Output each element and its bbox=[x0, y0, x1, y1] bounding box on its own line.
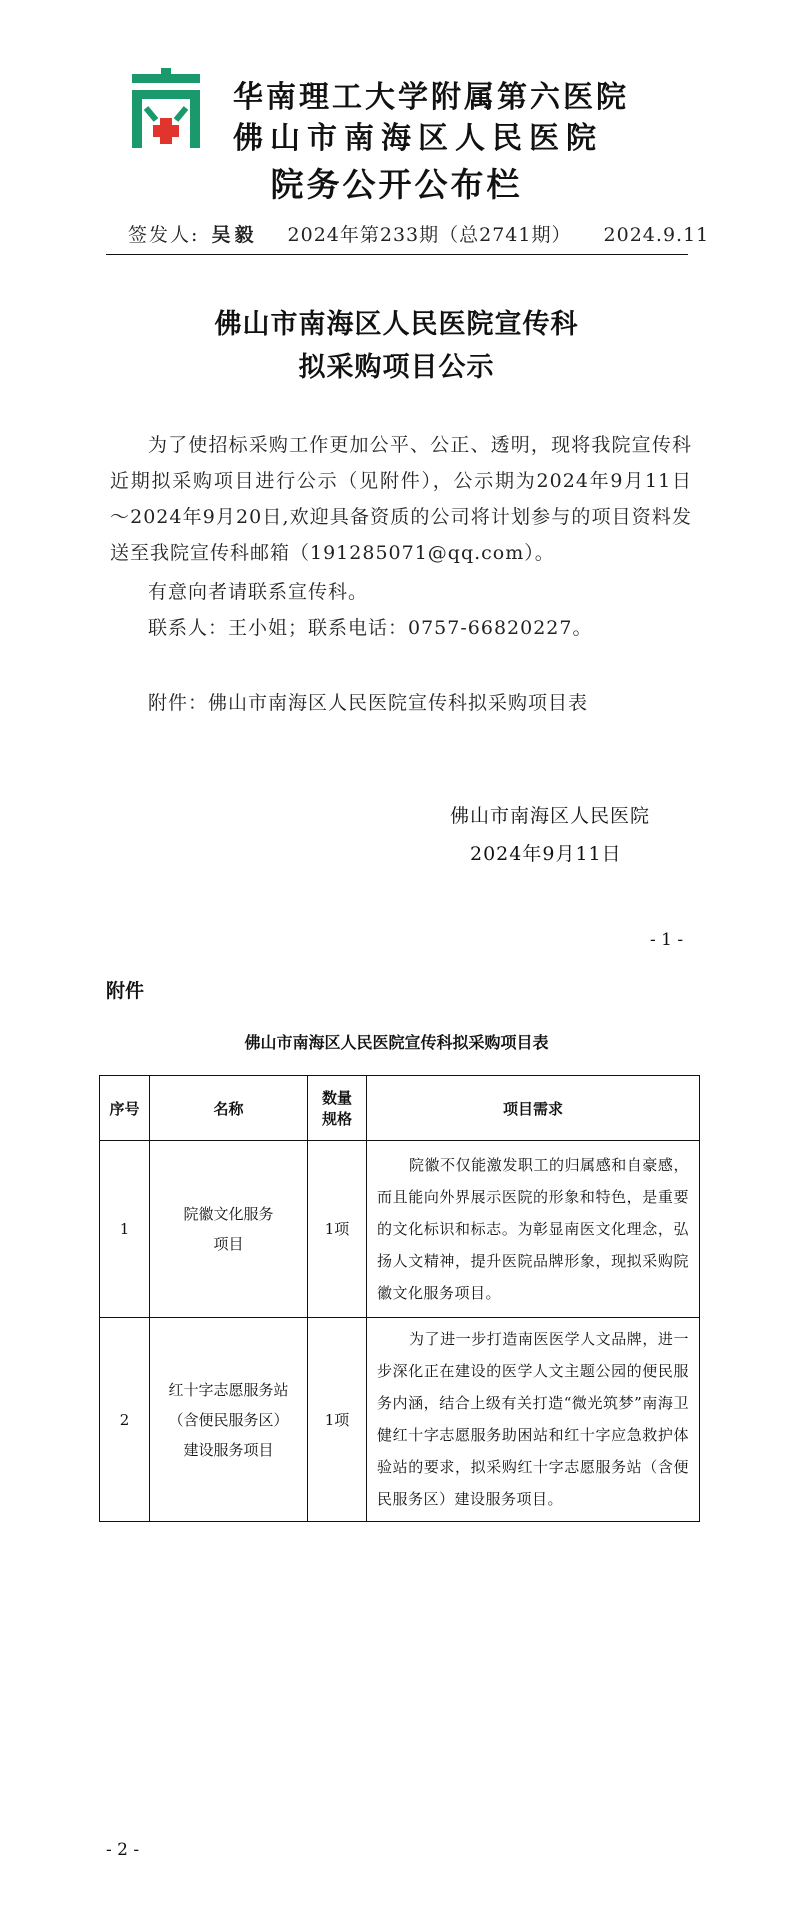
row-name-line: 院徽文化服务 bbox=[183, 1205, 274, 1223]
issue-date: 2024.9.11 bbox=[603, 224, 710, 246]
row-name-line: （含便民服务区） bbox=[168, 1410, 289, 1429]
issue-meta bbox=[128, 220, 709, 247]
table-title: 佛山市南海区人民医院宣传科拟采购项目表 bbox=[244, 1033, 549, 1052]
hospital-name-line1: 华南理工大学附属第六医院 bbox=[233, 80, 629, 115]
row-name-line: 建设服务项目 bbox=[183, 1440, 274, 1459]
notice-title-line2: 拟采购项目公示 bbox=[298, 352, 495, 383]
col-header-name: 名称 bbox=[150, 1076, 308, 1141]
table-header-row bbox=[100, 1076, 700, 1141]
row-requirement: 为了进一步打造南医医学人文品牌，进一步深化正在建设的医学人文主题公园的便民服务内涵，结合上级有关打造“微光筑梦”南海卫健红十字志愿服务助困站和红十字应急救护体验站的要求，拟采购红十字志愿服务站（含便民服务区）建设服务项目。 bbox=[367, 1318, 700, 1522]
issuer-label: 签发人: bbox=[128, 224, 200, 246]
board-title: 院务公开公布栏 bbox=[270, 165, 523, 204]
hospital-name-line2: 佛山市南海区人民医院 bbox=[233, 121, 603, 156]
row-name-line: 红十字志愿服务站 bbox=[168, 1380, 289, 1399]
contact-intent: 有意向者请联系宣传科。 bbox=[148, 581, 369, 603]
row-name-line: 项目 bbox=[213, 1235, 244, 1253]
page-number-2: - 2 - bbox=[106, 1840, 140, 1860]
attachment-note: 附件：佛山市南海区人民医院宣传科拟采购项目表 bbox=[148, 692, 589, 714]
signature-date: 2024年9月11日 bbox=[470, 843, 622, 865]
row-qty: 1项 bbox=[308, 1141, 367, 1318]
hospital-logo bbox=[126, 68, 206, 148]
issue-number: 2024年第233期（总2741期） bbox=[287, 224, 572, 246]
page-number-1: - 1 - bbox=[650, 930, 684, 950]
contact-info: 联系人：王小姐；联系电话：0757-66820227。 bbox=[148, 617, 593, 639]
row-no: 1 bbox=[100, 1141, 150, 1318]
table-row bbox=[100, 1318, 700, 1522]
attachment-label: 附件 bbox=[106, 980, 145, 1002]
row-no: 2 bbox=[100, 1318, 150, 1522]
notice-title-line1: 佛山市南海区人民医院宣传科 bbox=[214, 309, 579, 340]
row-name bbox=[150, 1318, 308, 1522]
procurement-table bbox=[99, 1075, 700, 1522]
notice-paragraph: 为了使招标采购工作更加公平、公正、透明，现将我院宣传科近期拟采购项目进行公示（见附件），公示期为2024年9月11日～2024年9月20日,欢迎具备资质的公司将计划参与的项目资料发送至我院宣传科邮箱（191285071@qq.com）。 bbox=[110, 434, 692, 564]
signature-organization: 佛山市南海区人民医院 bbox=[450, 805, 651, 827]
col-header-requirement: 项目需求 bbox=[367, 1076, 700, 1141]
row-name bbox=[150, 1141, 308, 1318]
col-header-no: 序号 bbox=[100, 1076, 150, 1141]
row-requirement: 院徽不仅能激发职工的归属感和自豪感，而且能向外界展示医院的形象和特色，是重要的文化标识和标志。为彰显南医文化理念，弘扬人文精神，提升医院品牌形象，现拟采购院徽文化服务项目。 bbox=[367, 1141, 700, 1318]
header-divider bbox=[106, 254, 688, 255]
col-header-qty bbox=[308, 1076, 367, 1141]
col-header-qty-text: 数量 规格 bbox=[321, 1089, 352, 1128]
issuer-name: 吴毅 bbox=[211, 224, 258, 246]
row-qty: 1项 bbox=[308, 1318, 367, 1522]
table-row bbox=[100, 1141, 700, 1318]
